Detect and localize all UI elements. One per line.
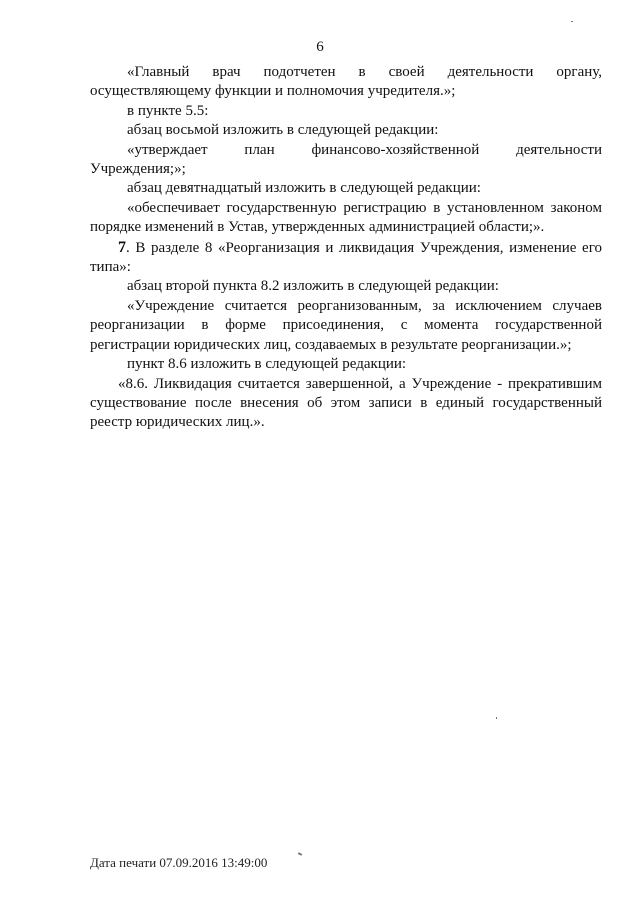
print-date: Дата печати 07.09.2016 13:49:00 [90, 855, 268, 870]
paragraph: «обеспечивает государственную регистрацию в установленном законом порядке изменений в Устав, утвержденных администрацией области;». [90, 199, 602, 236]
paragraph: «Главный врач подотчетен в своей деятельности органу, осуществляющему функции и полномочия учредителя.»; [90, 64, 602, 100]
section-7-paragraph [90, 238, 602, 278]
paragraph: абзац восьмой изложить в следующей редакции: [127, 122, 439, 139]
section-7-text: . В разделе 8 «Реорганизация и ликвидация Учреждения, изменение его типа»: [90, 239, 602, 276]
scan-speck [298, 852, 302, 856]
paragraph: «Учреждение считается реорганизованным, за исключением случаев реорганизации в форме присоединения, с момента государственной регистрации юридических лиц, создаваемых в результате реорганизации.»; [90, 297, 602, 353]
paragraph: «8.6. Ликвидация считается завершенной, а Учреждение - прекратившим существование после внесения об этом записи в единый государственный реестр юридических лиц.». [90, 375, 602, 431]
paragraph: абзац второй пункта 8.2 изложить в следующей редакции: [127, 278, 499, 295]
scan-speck [496, 717, 497, 719]
document-body [90, 63, 602, 433]
scan-speck [571, 21, 573, 22]
paragraph: в пункте 5.5: [127, 102, 209, 119]
page-number: 6 [316, 39, 324, 55]
paragraph: «утверждает план финансово-хозяйственной деятельности Учреждения;»; [90, 141, 602, 178]
section-number: 7 [118, 238, 126, 256]
paragraph: пункт 8.6 изложить в следующей редакции: [127, 356, 407, 373]
paragraph: абзац девятнадцатый изложить в следующей редакции: [127, 180, 481, 197]
